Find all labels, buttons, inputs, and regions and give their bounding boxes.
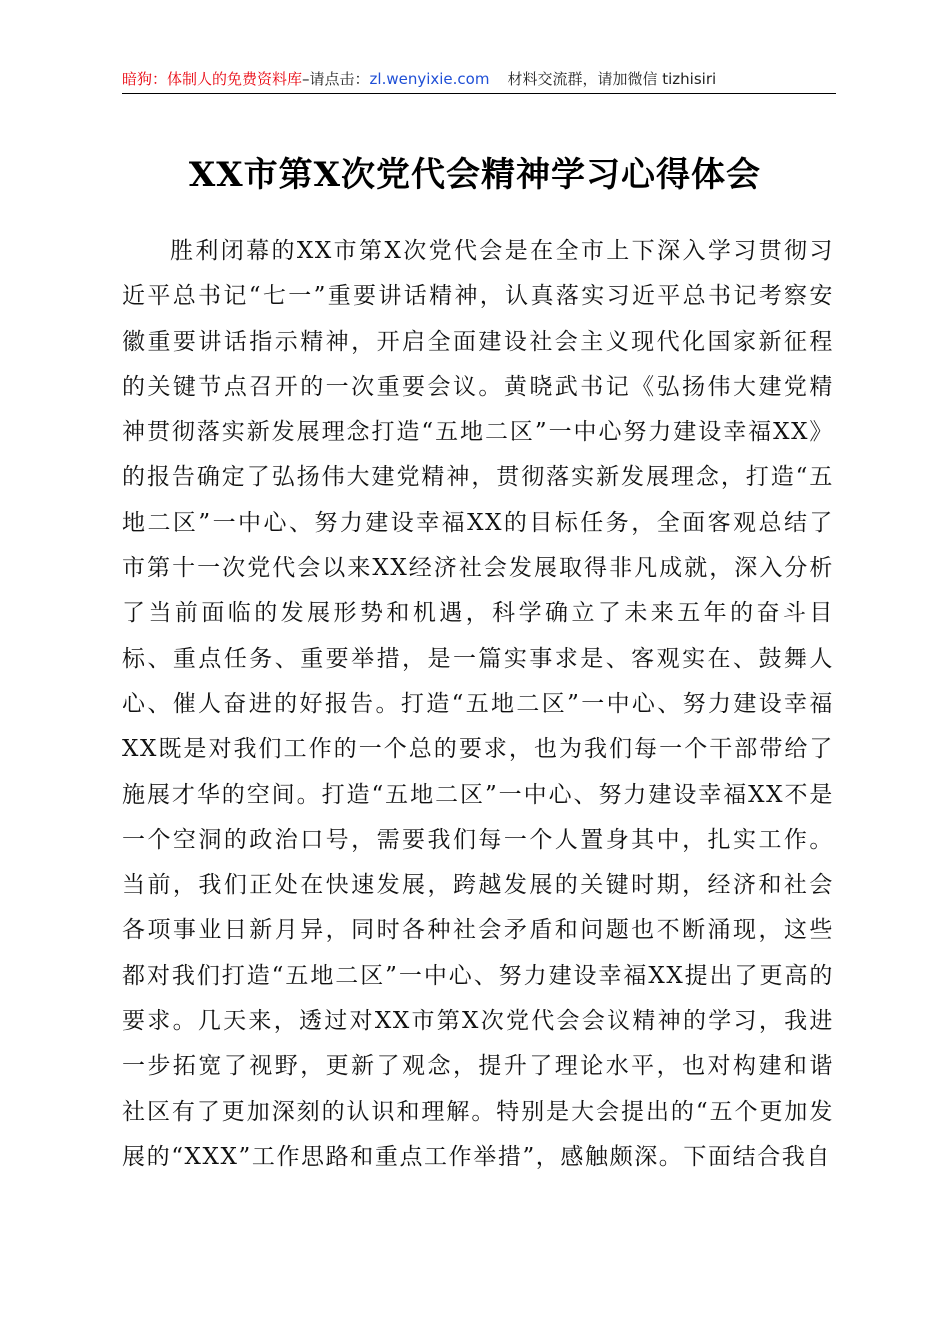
page-header (122, 66, 836, 92)
header-divider (122, 93, 836, 94)
header-click-prompt: –请点击： (302, 70, 370, 88)
document-title: XX市第X次党代会精神学习心得体会 (188, 155, 762, 195)
header-source-label: 暗狗：体制人的免费资料库 (122, 70, 303, 88)
header-link[interactable]: zl.wenyixie.com (369, 70, 490, 88)
header-contact: 材料交流群，请加微信 tizhisiri (507, 70, 717, 88)
body-paragraph: 胜利闭幕的XX市第X次党代会是在全市上下深入学习贯彻习近平总书记“七一”重要讲话精神，认真落实习近平总书记考察安徽重要讲话指示精神，开启全面建设社会主义现代化国家新征程的关键节点召开的一次重要会议。黄晓武书记《弘扬伟大建党精神贯彻落实新发展理念打造“五地二区”一中心努力建设幸福XX》的报告确定了弘扬伟大建党精神，贯彻落实新发展理念，打造“五地二区”一中心、努力建设幸福XX的目标任务，全面客观总结了市第十一次党代会以来XX经济社会发展取得非凡成就，深入分析了当前面临的发展形势和机遇，科学确立了未来五年的奋斗目标、重点任务、重要举措，是一篇实事求是、客观实在、鼓舞人心、催人奋进的好报告。打造“五地二区”一中心、努力建设幸福XX既是对我们工作的一个总的要求，也为我们每一个干部带给了施展才华的空间。打造“五地二区”一中心、努力建设幸福XX不是一个空洞的政治口号，需要我们每一个人置身其中，扎实工作。当前，我们正处在快速发展，跨越发展的关键时期，经济和社会各项事业日新月异，同时各种社会矛盾和问题也不断涌现，这些都对我们打造“五地二区”一中心、努力建设幸福XX提出了更高的要求。几天来，透过对XX市第X次党代会会议精神的学习，我进一步拓宽了视野，更新了观念，提升了理论水平，也对构建和谐社区有了更加深刻的认识和理解。特别是大会提出的“五个更加发展的“XXX”工作思路和重点工作举措”，感触颇深。下面结合我自 (122, 238, 834, 1170)
